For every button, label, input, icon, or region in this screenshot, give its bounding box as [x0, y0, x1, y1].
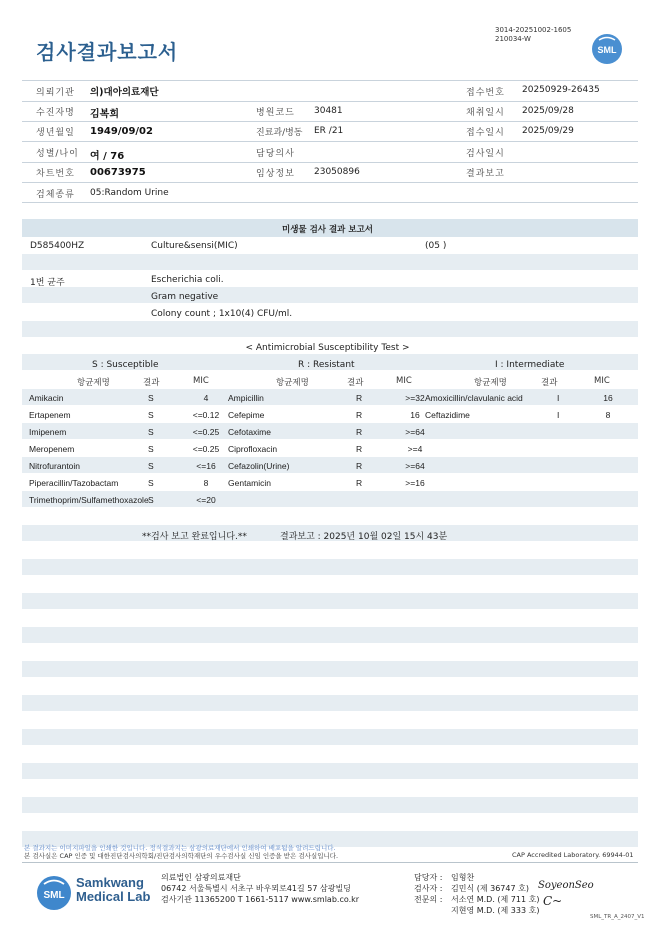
brand-line2: Medical Lab	[76, 889, 151, 904]
ast-result: S	[148, 427, 154, 437]
clinical-label: 임상정보	[256, 169, 295, 179]
corp-contact: 검사기관 11365200 T 1661-5117 www.smlab.co.kr	[161, 895, 360, 904]
report-time: 결과보고 : 2025년 10월 02일 15시 43분	[280, 532, 448, 542]
ast-drug-name: Meropenem	[29, 444, 75, 454]
corp-address: 06742 서울특별시 서초구 바우뫼로41길 57 삼광빌딩	[161, 884, 351, 893]
ast-mic: >=16	[405, 478, 425, 488]
cap-accreditation: CAP Accredited Laboratory. 69944-01	[512, 851, 634, 859]
report-complete: **검사 보고 완료입니다.**	[142, 532, 247, 542]
staff-label: 담당자 :	[414, 873, 443, 882]
ast-result: R	[356, 478, 363, 488]
col-result-2: 결과	[347, 378, 364, 388]
ast-result: S	[148, 444, 154, 454]
test-name: Culture&sensi(MIC)	[151, 241, 238, 251]
sex-age-value: 여 / 76	[90, 151, 125, 162]
col-mic-2: MIC	[396, 376, 412, 386]
receipt-date-label: 접수일시	[466, 128, 505, 138]
organism-label: 1번 균주	[30, 278, 65, 288]
ast-drug-name: Cefepime	[228, 410, 265, 420]
clinical-value: 23050896	[314, 167, 360, 177]
ast-result: R	[356, 410, 363, 420]
ast-mic: >=32	[405, 393, 425, 403]
ast-result: R	[356, 427, 363, 437]
col-result-3: 결과	[541, 378, 558, 388]
patient-name-label: 수진자명	[36, 108, 75, 118]
col-drug-3: 항균제명	[474, 378, 507, 388]
expert-value-1: 서소연 M.D. (제 711 호)	[451, 895, 540, 904]
test-code: D585400HZ	[30, 241, 85, 251]
organism-name: Escherichia coli.	[151, 275, 224, 285]
ast-drug-name: Cefotaxime	[228, 427, 271, 437]
document-number	[495, 26, 571, 44]
hospital-code-value: 30481	[314, 106, 343, 116]
report-label: 결과보고	[466, 169, 505, 179]
col-mic-1: MIC	[193, 376, 209, 386]
document-number-line2: 210034-W	[495, 35, 531, 43]
receipt-date-value: 2025/09/29	[522, 126, 574, 136]
receipt-no-value: 20250929-26435	[522, 85, 600, 95]
colony-count: Colony count ; 1x10(4) CFU/ml.	[151, 309, 293, 319]
tester-value: 김민식 (제 36747 호)	[451, 884, 529, 893]
ast-drug-name: Imipenem	[29, 427, 67, 437]
requester-label: 의뢰기관	[36, 88, 75, 98]
test-extra: (05 )	[425, 241, 447, 251]
ast-result: R	[356, 393, 363, 403]
receipt-no-label: 접수번호	[466, 88, 505, 98]
hospital-code-label: 병원코드	[256, 108, 295, 118]
ast-result: I	[557, 410, 560, 420]
ast-drug-name: Cefazolin(Urine)	[228, 461, 290, 471]
ast-mic: >=4	[407, 444, 423, 454]
chart-no-value: 00673975	[90, 167, 146, 178]
ast-mic: 16	[603, 393, 613, 403]
notice: 본 검사실은 CAP 인증 및 대한진단검사의학회/진단검사의학재단의 우수검사실 신임 인증을 받은 검사실입니다.	[24, 852, 339, 860]
section-title: 미생물 검사 결과 보고서	[282, 225, 373, 235]
ast-drug-name: Amoxicillin/clavulanic acid	[425, 393, 523, 403]
ast-result: R	[356, 444, 363, 454]
page-title: 검사결과보고서	[36, 40, 179, 64]
brand-name	[76, 876, 150, 904]
col-drug-1: 항균제명	[77, 378, 110, 388]
form-code: SML_TR_A_2407_V1	[590, 914, 645, 920]
gram-stain: Gram negative	[151, 292, 219, 302]
corp-name: 의료법인 삼광의료재단	[161, 873, 241, 882]
ast-drug-name: Nitrofurantoin	[29, 461, 81, 471]
col-drug-2: 항균제명	[276, 378, 309, 388]
ast-result: S	[148, 461, 154, 471]
ast-mic: <=0.25	[192, 444, 220, 454]
notice-blue: 본 결과지는 이미지파일을 인쇄한 것입니다. 정식결과지는 삼광의료재단에서 인쇄하여 배포됨을 알려드립니다.	[24, 844, 336, 852]
document-number-line1: 3014-20251002-1605	[495, 26, 572, 34]
sml-logo-text: SML	[597, 45, 617, 55]
collect-date-value: 2025/09/28	[522, 106, 574, 116]
ast-mic: >=64	[405, 427, 425, 437]
dept-label: 진료과/병동	[256, 128, 303, 138]
patient-name-value: 김복희	[90, 109, 119, 120]
collect-date-label: 채취일시	[466, 108, 505, 118]
ast-result: I	[557, 393, 560, 403]
doctor-label: 담당의사	[256, 149, 295, 159]
legend-susceptible: S : Susceptible	[92, 360, 159, 370]
tester-label: 검사자 :	[414, 884, 443, 893]
expert-value-2: 지현영 M.D. (제 333 호)	[451, 906, 540, 915]
ast-drug-name: Amikacin	[29, 393, 64, 403]
signature-2: C~	[543, 894, 563, 908]
ast-drug-name: Trimethoprim/Sulfamethoxazole	[29, 495, 149, 505]
specimen-label: 검체종류	[36, 190, 75, 200]
specimen-value: 05:Random Urine	[90, 188, 169, 198]
ast-mic: <=20	[196, 495, 216, 505]
ast-title: < Antimicrobial Susceptibility Test >	[245, 343, 410, 353]
ast-mic: <=0.25	[192, 427, 220, 437]
col-result-1: 결과	[143, 378, 160, 388]
ast-drug-name: Ceftazidime	[425, 410, 470, 420]
chart-no-label: 차트번호	[36, 169, 75, 179]
legend-intermediate: I : Intermediate	[495, 360, 565, 370]
sex-age-label: 성별/나이	[36, 149, 79, 159]
ast-result: R	[356, 461, 363, 471]
samkwang-logo-icon	[36, 875, 72, 911]
ast-drug-name: Ampicillin	[228, 393, 264, 403]
legend-resistant: R : Resistant	[298, 360, 355, 370]
ast-mic: >=64	[405, 461, 425, 471]
ast-result: S	[148, 393, 154, 403]
requester-value: 의)대아의료재단	[90, 87, 159, 98]
ast-drug-name: Piperacillin/Tazobactam	[29, 478, 119, 488]
ast-drug-name: Ciprofloxacin	[228, 444, 278, 454]
ast-result: S	[148, 495, 154, 505]
staff-value: 임형찬	[451, 873, 475, 882]
ast-mic: 16	[410, 410, 420, 420]
samkwang-logo-text: SML	[43, 890, 65, 901]
sml-logo-icon	[591, 33, 623, 65]
brand-line1: Samkwang	[76, 875, 144, 890]
ast-result: S	[148, 478, 154, 488]
dept-value: ER /21	[314, 126, 344, 136]
ast-drug-name: Gentamicin	[228, 478, 271, 488]
institution-info	[161, 872, 359, 905]
ast-mic: 8	[605, 410, 611, 420]
dob-label: 생년월일	[36, 128, 75, 138]
ast-mic: <=0.12	[192, 410, 220, 420]
col-mic-3: MIC	[594, 376, 610, 386]
ast-mic: 4	[203, 393, 209, 403]
ast-result: S	[148, 410, 154, 420]
expert-label: 전문의 :	[414, 895, 443, 904]
ast-drug-name: Ertapenem	[29, 410, 71, 420]
dob-value: 1949/09/02	[90, 126, 153, 137]
ast-mic: <=16	[196, 461, 216, 471]
signature-1: SoyeonSeo	[538, 880, 594, 891]
test-date-label: 검사일시	[466, 149, 505, 159]
ast-mic: 8	[203, 478, 209, 488]
